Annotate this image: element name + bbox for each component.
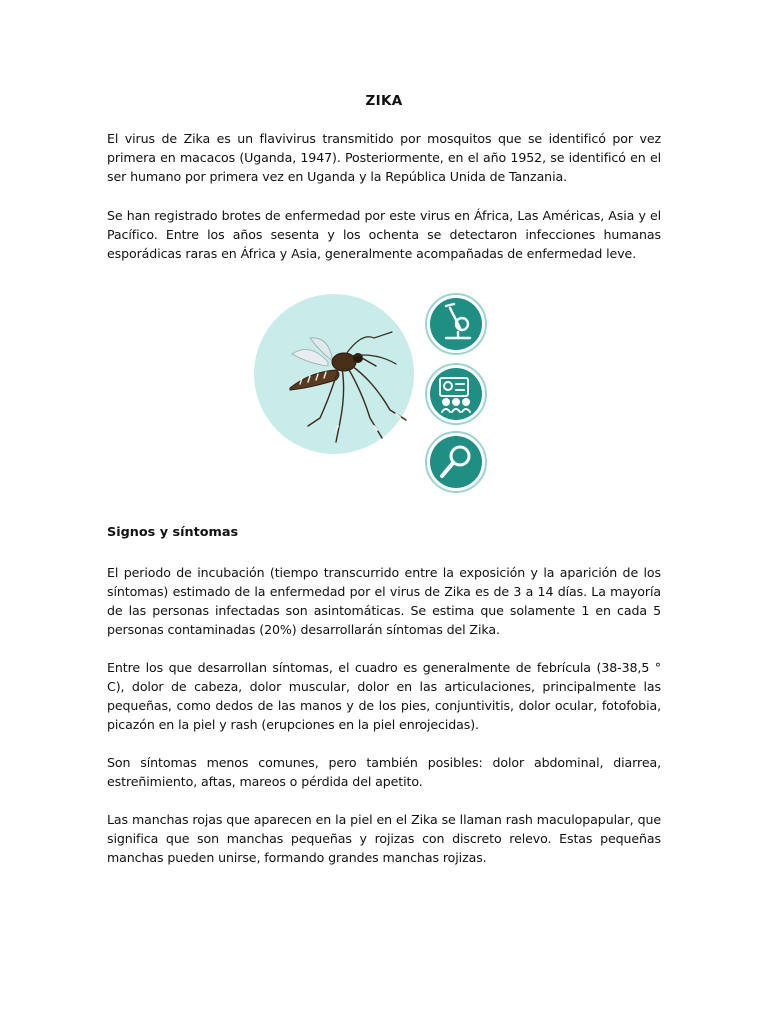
body-paragraph-1: El periodo de incubación (tiempo transcurrido entre la exposición y la aparición de los síntomas) estimado de la enfermedad por el virus de Zika es de 3 a 14 días. La mayoría de las personas infectadas son asintomáticas. Se estima que solamente 1 en cada 5 personas contaminadas (20%) desarrollarán síntomas del Zika. xyxy=(107,565,661,637)
microscope-icon xyxy=(426,294,486,354)
magnifier-icon xyxy=(426,432,486,492)
body-paragraph-3: Son síntomas menos comunes, pero también posibles: dolor abdominal, diarrea, estreñimiento, aftas, mareos o pérdida del apetito. xyxy=(107,755,661,789)
body-paragraph-4: Las manchas rojas que aparecen en la piel en el Zika se llaman rash maculopapular, que significa que son manchas pequeñas y rojizas con discreto relevo. Estas pequeñas manchas pueden unirse, formando grandes manchas rojizas. xyxy=(107,812,661,865)
section-heading: Signos y síntomas xyxy=(107,525,239,540)
presentation-icon xyxy=(426,364,486,424)
document-title: ZIKA xyxy=(365,93,403,109)
zika-illustration xyxy=(250,292,490,496)
intro-paragraph-1: El virus de Zika es un flavivirus transmitido por mosquitos que se identificó por vez primera en macacos (Uganda, 1947). Posteriormente, en el año 1952, se identificó en el ser humano por primera vez en Uganda y la República Unida de Tanzania. xyxy=(107,131,661,184)
body-paragraph-2: Entre los que desarrollan síntomas, el cuadro es generalmente de febrícula (38-38,5 ° C), dolor de cabeza, dolor muscular, dolor en las articulaciones, principalmente las pequeñas, como dedos de las manos y de los pies, conjuntivitis, dolor ocular, fotofobia, picazón en la piel y rash (erupciones en la piel enrojecidas). xyxy=(107,660,661,732)
intro-paragraph-2: Se han registrado brotes de enfermedad por este virus en África, Las Américas, Asia y el Pacífico. Entre los años sesenta y los ochenta se detectaron infecciones humanas esporádicas raras en África y Asia, generalmente acompañadas de enfermedad leve. xyxy=(107,208,661,261)
